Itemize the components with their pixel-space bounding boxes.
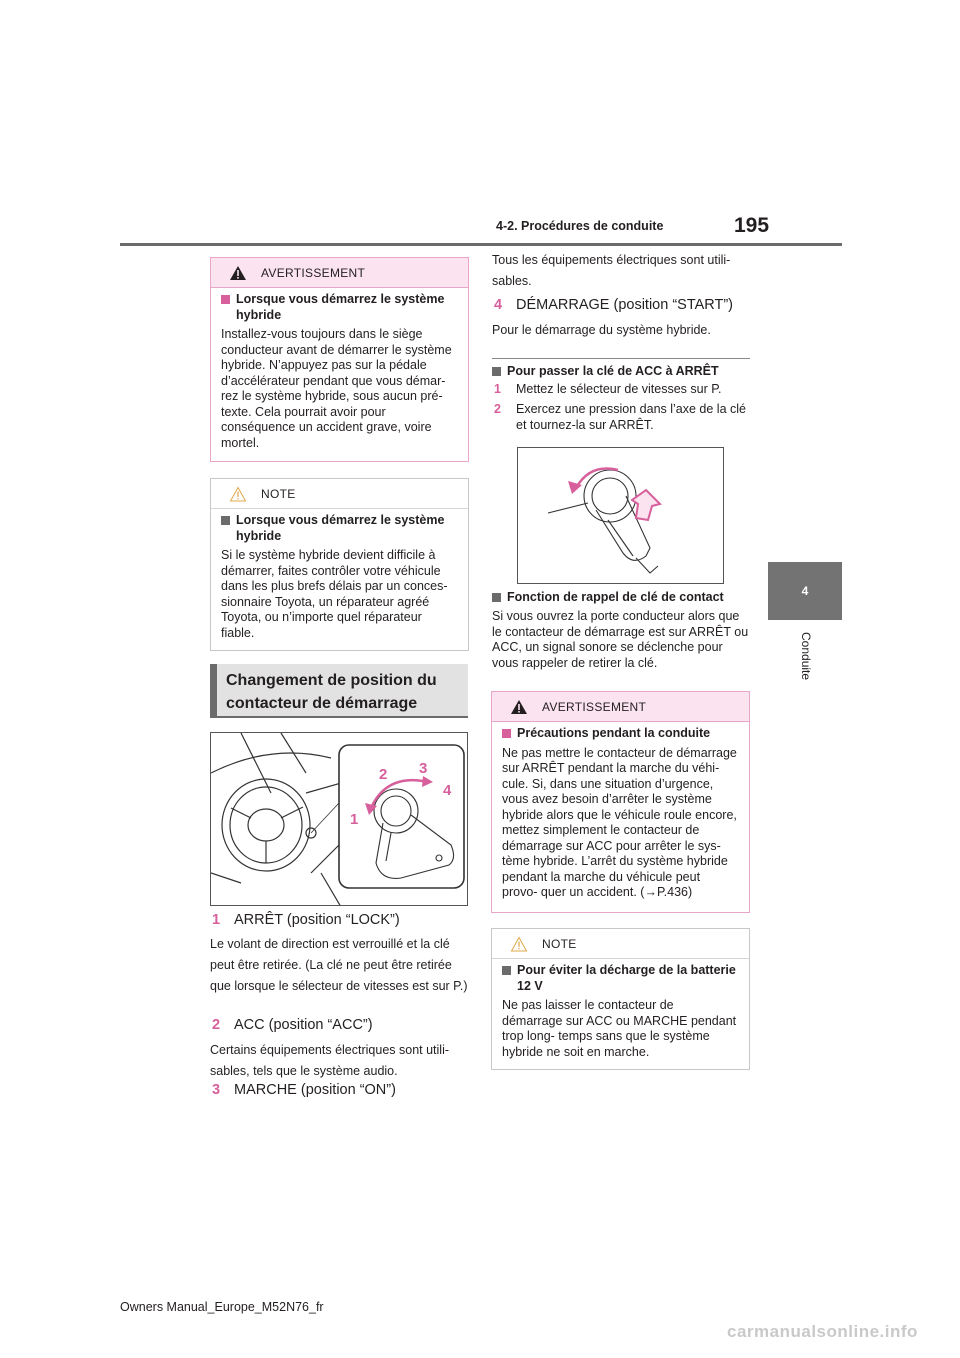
header-rule [120,243,842,246]
key-illustration [518,448,724,584]
page-number: 195 [734,214,770,237]
pink-square-icon [221,295,230,304]
reminder-subhead: Fonction de rappel de clé de contact [492,590,724,604]
item-on-text: Tous les équipements électriques sont utili- sables. [492,253,731,288]
warning-text: Ne pas mettre le contacteur de démarrage sur ARRÊT pendant la marche du véhi- cule. Si, dans une situation d’urgence, vous avez besoin d’arrêter le système hybride alors que le véhicule roule encore, mettez simplement le contacteur de démarrage sur ACC pour arrêter le sys- tème hybride. L’arrêt du système hybride pendant la marche du véhicule peut provo- quer un accident. (→P.436) [502,745,737,899]
chapter-tab[interactable]: 4 [768,562,842,620]
warning-header: AVERTISSEMENT [211,258,468,288]
note-box-start [210,478,469,651]
dashboard-illustration [211,733,468,906]
ignition-positions-figure [210,732,468,906]
note-subhead: Pour éviter la décharge de la batterie 12 V [502,963,737,994]
warning-box-start [210,257,469,462]
pink-square-icon [502,729,511,738]
warning-triangle-icon [510,699,528,715]
gray-square-icon [502,966,511,975]
warning-subhead: Lorsque vous démarrez le système hybride [221,292,456,323]
item-start-text: Pour le démarrage du système hybride. [492,323,711,337]
note-header: NOTE [211,479,468,509]
warning-header: AVERTISSEMENT [492,692,749,722]
section-title: 4-2. Procédures de conduite [496,219,664,233]
figure-label-2: 2 [379,766,388,783]
warning-triangle-icon [229,265,247,281]
figure-label-4: 4 [443,782,452,799]
section-heading: Changement de position du contacteur de démarrage [210,664,468,716]
figure-label-3: 3 [419,760,428,777]
note-text: Si le système hybride devient difficile à démarrer, faites contrôler votre véhicule dans les plus brefs délais par un conces- sionnaire Toyota, un réparateur agréé Toyota, ou n’importe quel réparateur fiable. [221,548,448,640]
acc-to-off-step-2: 2 Exercez une pression dans l’axe de la clé et tournez-la sur ARRÊT. [494,402,746,432]
chapter-label: Conduite [799,632,813,681]
note-header: NOTE [492,929,749,959]
item-lock-text: Le volant de direction est verrouillé et la clé peut être retirée. (La clé ne peut être retirée que lorsque le sélecteur de vitesses est sur P.) [210,937,468,993]
key-push-turn-figure [517,447,724,584]
item-lock-title: 1 ARRÊT (position “LOCK”) [212,912,400,928]
caution-triangle-icon [229,486,247,502]
footer-manual-id: Owners Manual_Europe_M52N76_fr [120,1300,324,1314]
item-acc-title: 2 ACC (position “ACC”) [212,1017,373,1033]
warning-text: Installez-vous toujours dans le siège conducteur avant de démarrer le système hybride. N’appuyez pas sur la pédale d’accélérateur pendant que vous démar- rez le système hybride, sous aucun pré- texte. Cela pourrait avoir pour conséquence un accident grave, voire mortel. [221,327,452,450]
gray-square-icon [221,516,230,525]
note-text: Ne pas laisser le contacteur de démarrage sur ACC ou MARCHE pendant trop long- temps sans que le système hybride ne soit en marche. [502,998,737,1059]
note-box-battery [491,928,750,1070]
caution-triangle-icon [510,936,528,952]
warning-box-driving [491,691,750,913]
gray-square-icon [492,367,501,376]
subsection-rule [492,358,750,359]
section-heading-rule [210,716,468,718]
reminder-text: Si vous ouvrez la porte conducteur alors que le contacteur de démarrage est sur ARRÊT ou ACC, un signal sonore se déclenche pour vous rappeler de retirer la clé. [492,609,749,670]
item-start-title: 4 DÉMARRAGE (position “START”) [494,297,733,313]
acc-to-off-subhead: Pour passer la clé de ACC à ARRÊT [492,364,719,378]
warning-subhead: Précautions pendant la conduite [502,726,737,742]
watermark: carmanualsonline.info [727,1322,918,1341]
gray-square-icon [492,593,501,602]
acc-to-off-step-1: 1 Mettez le sélecteur de vitesses sur P. [494,382,722,396]
item-on-title: 3 MARCHE (position “ON”) [212,1082,396,1098]
item-acc-text: Certains équipements électriques sont utili- sables, tels que le système audio. [210,1043,450,1078]
note-subhead: Lorsque vous démarrez le système hybride [221,513,456,544]
figure-label-1: 1 [350,811,359,828]
